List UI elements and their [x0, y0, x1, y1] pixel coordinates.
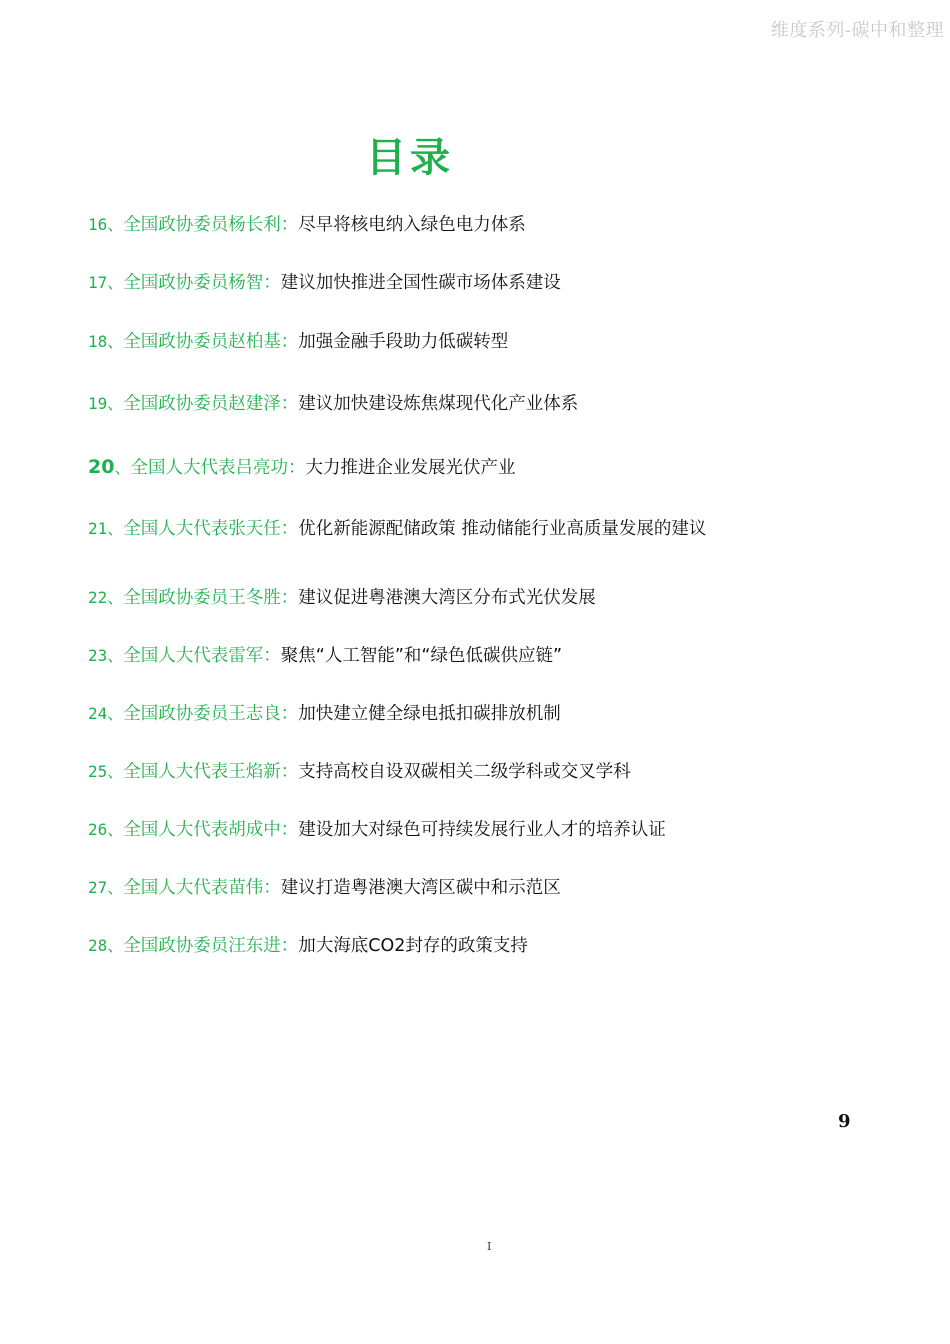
- entry-number: 16、: [88, 215, 124, 234]
- entry-number: 23、: [88, 646, 124, 665]
- entry-number: 21、: [88, 519, 124, 538]
- toc-entry[interactable]: [88, 585, 596, 611]
- entry-number: 25、: [88, 762, 124, 781]
- entry-topic: 尽早将核电纳入绿色电力体系: [298, 215, 526, 235]
- entry-number: 26、: [88, 820, 124, 839]
- entry-speaker: 全国政协委员杨智：: [123, 273, 281, 293]
- entry-topic: 加快建立健全绿电抵扣碳排放机制: [298, 704, 561, 724]
- entry-speaker: 全国政协委员赵柏基：: [123, 332, 299, 352]
- entry-speaker: 全国人大代表雷军：: [123, 646, 281, 666]
- toc-entry[interactable]: [88, 817, 666, 843]
- entry-speaker: 全国人大代表胡成中：: [123, 820, 299, 840]
- entry-number: 17、: [88, 273, 124, 292]
- toc-entry[interactable]: [88, 270, 561, 296]
- toc-entry[interactable]: [88, 875, 561, 901]
- entry-topic: 建议促进粤港澳大湾区分布式光伏发展: [298, 588, 596, 608]
- entry-topic: 建议打造粤港澳大湾区碳中和示范区: [280, 878, 561, 898]
- entry-topic: 大力推进企业发展光伏产业: [305, 458, 516, 478]
- entry-topic: 加大海底CO2封存的政策支持: [298, 936, 528, 956]
- entry-topic: 聚焦“人工智能”和“绿色低碳供应链”: [280, 646, 563, 666]
- entry-speaker: 全国人大代表吕亮功：: [130, 458, 306, 478]
- toc-entry[interactable]: [88, 701, 561, 727]
- toc-entry[interactable]: [88, 643, 562, 669]
- entry-speaker: 全国人大代表苗伟：: [123, 878, 281, 898]
- entry-number: 28、: [88, 936, 124, 955]
- page-title: 目录: [366, 135, 454, 181]
- toc-entry[interactable]: [88, 454, 515, 481]
- entry-speaker: 全国政协委员杨长利：: [123, 215, 299, 235]
- entry-topic: 加强金融手段助力低碳转型: [298, 332, 509, 352]
- entry-number-suffix: 、: [114, 458, 131, 477]
- entry-topic: 优化新能源配储政策 推动储能行业高质量发展的建议: [298, 519, 707, 539]
- toc-entry[interactable]: [88, 759, 631, 785]
- toc-entry[interactable]: [88, 391, 578, 417]
- entry-speaker: 全国政协委员汪东进：: [123, 936, 299, 956]
- footer-mark: I: [487, 1240, 492, 1253]
- entry-topic: 建设加大对绿色可持续发展行业人才的培养认证: [298, 820, 666, 840]
- page-number: 9: [838, 1111, 851, 1132]
- entry-topic: 建议加快推进全国性碳市场体系建设: [280, 273, 561, 293]
- watermark: 维度系列-碳中和整理: [770, 20, 944, 41]
- entry-speaker: 全国人大代表张天任：: [123, 519, 299, 539]
- toc-entry[interactable]: [88, 329, 508, 355]
- entry-speaker: 全国政协委员赵建泽：: [123, 394, 299, 414]
- entry-number: 20: [88, 456, 115, 478]
- entry-speaker: 全国政协委员王志良：: [123, 704, 299, 724]
- entry-speaker: 全国政协委员王冬胜：: [123, 588, 299, 608]
- entry-topic: 支持高校自设双碳相关二级学科或交叉学科: [298, 762, 631, 782]
- toc-entry[interactable]: [88, 516, 706, 542]
- toc-entry[interactable]: [88, 212, 526, 238]
- entry-speaker: 全国人大代表王焰新：: [123, 762, 299, 782]
- entry-number: 22、: [88, 588, 124, 607]
- entry-topic: 建议加快建设炼焦煤现代化产业体系: [298, 394, 579, 414]
- entry-number: 19、: [88, 394, 124, 413]
- entry-number: 18、: [88, 332, 124, 351]
- entry-number: 27、: [88, 878, 124, 897]
- entry-number: 24、: [88, 704, 124, 723]
- toc-entry[interactable]: [88, 933, 528, 959]
